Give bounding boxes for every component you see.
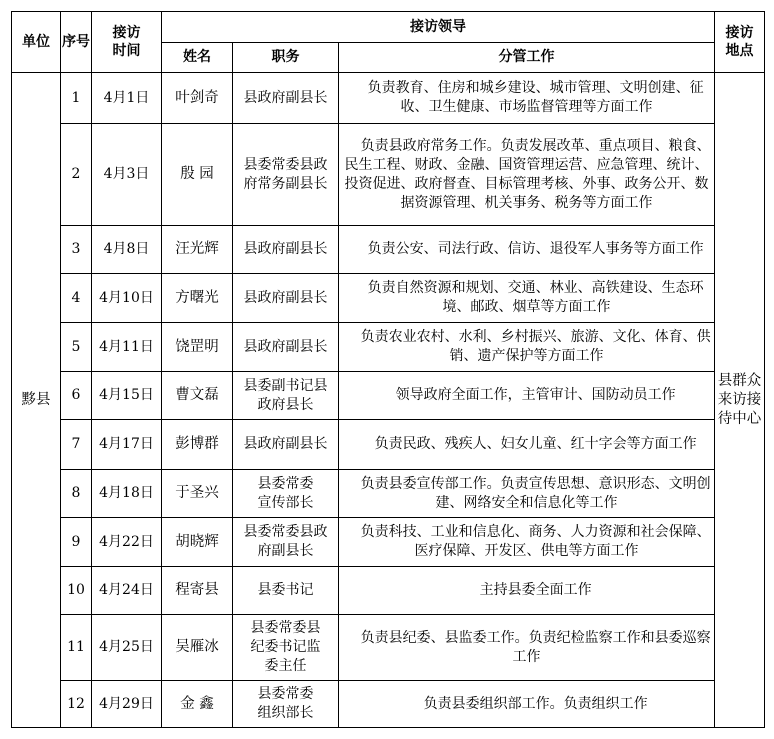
row-seq: 1	[61, 73, 92, 124]
row-duty-text: 负责县纪委、县监委工作。负责纪检监察工作和县委巡察工作	[360, 629, 711, 665]
place-cell	[715, 73, 765, 728]
row-name: 于圣兴	[162, 470, 233, 518]
header-title: 职务	[233, 43, 339, 73]
row-name: 金 鑫	[162, 681, 233, 728]
row-duty-text: 负责科技、工业和信息化、商务、人力资源和社会保障、医疗保障、开发区、供电等方面工作	[360, 524, 711, 559]
row-title	[233, 372, 339, 420]
row-name: 汪光辉	[162, 226, 233, 274]
header-name: 姓名	[162, 43, 233, 73]
row-duty	[339, 681, 715, 728]
row-date: 4月18日	[92, 470, 162, 518]
row-title-text: 县委常委县政府常务副县长	[243, 156, 328, 192]
row-duty-text: 主持县委全面工作	[479, 582, 592, 598]
row-title-text: 县委常委县政府副县长	[243, 524, 328, 559]
row-duty	[339, 73, 715, 124]
header-seq: 序号	[61, 12, 92, 73]
row-date: 4月22日	[92, 518, 162, 567]
row-title	[233, 124, 339, 226]
row-title: 县委书记	[233, 567, 339, 615]
row-duty-text: 负责农业农村、水利、乡村振兴、旅游、文化、体育、供销、遗产保护等方面工作	[360, 329, 711, 364]
row-title	[233, 470, 339, 518]
row-seq: 5	[61, 323, 92, 372]
unit-cell: 黟县	[12, 73, 61, 728]
row-seq: 7	[61, 420, 92, 470]
header-place-text: 接访地点	[725, 25, 754, 59]
place-text: 县群众来访接待中心	[717, 372, 762, 427]
row-duty	[339, 372, 715, 420]
row-seq: 12	[61, 681, 92, 728]
row-duty	[339, 323, 715, 372]
row-duty	[339, 567, 715, 615]
row-name: 饶罡明	[162, 323, 233, 372]
row-duty	[339, 420, 715, 470]
row-duty-text: 负责县政府常务工作。负责发展改革、重点项目、粮食、民生工程、财政、金融、国资管理运营、应急管理、统计、投资促进、政府督查、目标管理考核、外事、政务公开、数据资源管理、机关事务、税务等方面工作	[344, 137, 711, 211]
row-title-text: 县委常委组织部长	[257, 686, 314, 721]
row-date: 4月17日	[92, 420, 162, 470]
row-title: 县政府副县长	[233, 274, 339, 323]
row-duty-text: 负责民政、残疾人、妇女儿童、红十字会等方面工作	[374, 436, 697, 452]
row-title-text: 县委常委县纪委书记监委主任	[250, 620, 321, 674]
row-title	[233, 518, 339, 567]
header-leaders: 接访领导	[162, 12, 715, 43]
row-seq: 8	[61, 470, 92, 518]
header-unit: 单位	[12, 12, 61, 73]
row-date: 4月11日	[92, 323, 162, 372]
row-duty	[339, 124, 715, 226]
row-date: 4月29日	[92, 681, 162, 728]
row-name: 方曙光	[162, 274, 233, 323]
row-duty-text: 负责县委组织部工作。负责组织工作	[423, 695, 648, 712]
reception-schedule-table	[11, 11, 765, 728]
row-duty	[339, 615, 715, 681]
row-seq: 11	[61, 615, 92, 681]
row-seq: 3	[61, 226, 92, 274]
row-duty-text: 领导政府全面工作，主管审计、国防动员工作	[395, 387, 676, 403]
row-name: 程寄县	[162, 567, 233, 615]
row-duty	[339, 274, 715, 323]
row-seq: 6	[61, 372, 92, 420]
row-duty	[339, 518, 715, 567]
header-duty: 分管工作	[339, 43, 715, 73]
row-seq: 2	[61, 124, 92, 226]
row-title: 县政府副县长	[233, 73, 339, 124]
row-date: 4月15日	[92, 372, 162, 420]
row-seq: 9	[61, 518, 92, 567]
row-duty-text: 负责教育、住房和城乡建设、城市管理、文明创建、征收、卫生健康、市场监督管理等方面工作	[367, 80, 704, 115]
row-date: 4月10日	[92, 274, 162, 323]
row-date: 4月8日	[92, 226, 162, 274]
row-title-text: 县委常委宣传部长	[257, 475, 314, 511]
row-name: 胡晓辉	[162, 518, 233, 567]
row-duty	[339, 226, 715, 274]
row-duty-text: 负责公安、司法行政、信访、退役军人事务等方面工作	[367, 241, 704, 257]
row-name: 殷 园	[162, 124, 233, 226]
row-duty-text: 负责自然资源和规划、交通、林业、高铁建设、生态环境、邮政、烟草等方面工作	[367, 280, 704, 315]
row-name: 吴雁冰	[162, 615, 233, 681]
row-title: 县政府副县长	[233, 323, 339, 372]
row-seq: 10	[61, 567, 92, 615]
row-title	[233, 681, 339, 728]
row-name: 曹文磊	[162, 372, 233, 420]
row-duty	[339, 470, 715, 518]
row-name: 叶剑奇	[162, 73, 233, 124]
row-date: 4月24日	[92, 567, 162, 615]
row-date: 4月3日	[92, 124, 162, 226]
header-time-text: 接访时间	[112, 25, 141, 59]
row-title: 县政府副县长	[233, 226, 339, 274]
row-date: 4月1日	[92, 73, 162, 124]
header-time	[92, 12, 162, 73]
row-title: 县政府副县长	[233, 420, 339, 470]
row-date: 4月25日	[92, 615, 162, 681]
row-seq: 4	[61, 274, 92, 323]
header-place	[715, 12, 765, 73]
row-title-text: 县委副书记县政府县长	[243, 377, 328, 413]
row-name: 彭博群	[162, 420, 233, 470]
row-duty-text: 负责县委宣传部工作。负责宣传思想、意识形态、文明创建、网络安全和信息化等工作	[360, 475, 711, 511]
row-title	[233, 615, 339, 681]
